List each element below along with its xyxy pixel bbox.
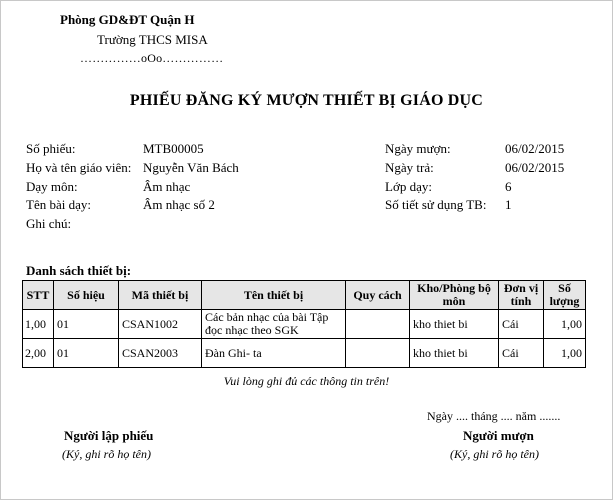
return-date-value: 06/02/2015 <box>505 160 565 175</box>
table-header-row <box>23 281 586 310</box>
cell-stt: 1,00 <box>23 310 54 339</box>
header-separator: ……………oOo…………… <box>80 51 224 65</box>
cell-don-vi: Cái <box>499 339 544 368</box>
document-title: PHIẾU ĐĂNG KÝ MƯỢN THIẾT BỊ GIÁO DỤC <box>129 92 484 109</box>
col-header-don-vi <box>499 281 544 310</box>
cell-kho: kho thiet bi <box>410 310 499 339</box>
cell-ten-thiet-bi <box>202 339 346 368</box>
class-label: Lớp dạy: <box>385 179 432 194</box>
date-line: Ngày .... tháng .... năm ....... <box>427 409 561 423</box>
ticket-number-value: MTB00005 <box>143 141 204 156</box>
cell-so-hieu: 01 <box>54 310 119 339</box>
lesson-name-value: Âm nhạc số 2 <box>143 197 215 212</box>
borrow-date-label: Ngày mượn: <box>385 141 451 156</box>
subject-value: Âm nhạc <box>143 179 191 194</box>
cell-ten-thiet-bi-line2: đọc nhạc theo SGK <box>205 323 299 337</box>
creator-signature-title: Người lập phiếu <box>64 428 154 443</box>
col-header-kho-line2: môn <box>442 294 466 308</box>
cell-ten-thiet-bi <box>202 310 346 339</box>
cell-ten-thiet-bi-line1: Đàn Ghi- ta <box>205 345 262 360</box>
borrower-signature-hint: (Ký, ghi rõ họ tên) <box>450 447 539 461</box>
ticket-number-label: Số phiếu: <box>26 141 76 156</box>
class-value: 6 <box>505 179 512 194</box>
col-header-so-luong-line1: Số <box>558 281 571 295</box>
col-header-so-hieu: Số hiệu <box>54 281 119 310</box>
teacher-name-value: Nguyễn Văn Bách <box>143 160 239 175</box>
col-header-stt: STT <box>23 281 54 310</box>
col-header-don-vi-line2: tính <box>510 294 532 308</box>
col-header-so-luong <box>544 281 586 310</box>
department-name: Phòng GD&ĐT Quận H <box>60 12 195 27</box>
cell-don-vi: Cái <box>499 310 544 339</box>
cell-stt: 2,00 <box>23 339 54 368</box>
cell-ten-thiet-bi-line1: Các bản nhạc của bài Tập <box>205 310 329 324</box>
col-header-don-vi-line1: Đơn vị <box>503 281 539 295</box>
col-header-ten-thiet-bi: Tên thiết bị <box>202 281 346 310</box>
fill-in-note: Vui lòng ghi đủ các thông tin trên! <box>223 374 390 388</box>
col-header-ma-thiet-bi: Mã thiết bị <box>119 281 202 310</box>
borrower-signature-title: Người mượn <box>463 428 534 443</box>
table-row <box>23 339 586 368</box>
equipment-table <box>22 280 586 368</box>
cell-so-luong: 1,00 <box>544 339 586 368</box>
periods-label: Số tiết sử dụng TB: <box>385 197 487 212</box>
cell-quy-cach <box>346 310 410 339</box>
teacher-name-label: Họ và tên giáo viên: <box>26 160 132 175</box>
equipment-list-title: Danh sách thiết bị: <box>26 263 132 278</box>
creator-signature-hint: (Ký, ghi rõ họ tên) <box>62 447 151 461</box>
periods-value: 1 <box>505 197 512 212</box>
school-name: Trường THCS MISA <box>97 32 208 47</box>
borrow-date-value: 06/02/2015 <box>505 141 565 156</box>
col-header-so-luong-line2: lượng <box>549 294 580 308</box>
cell-so-luong: 1,00 <box>544 310 586 339</box>
cell-ma-thiet-bi: CSAN1002 <box>119 310 202 339</box>
table-row <box>23 310 586 339</box>
col-header-kho <box>410 281 499 310</box>
col-header-kho-line1: Kho/Phòng bộ <box>417 281 491 295</box>
col-header-quy-cach: Quy cách <box>346 281 410 310</box>
cell-ma-thiet-bi: CSAN2003 <box>119 339 202 368</box>
cell-kho: kho thiet bi <box>410 339 499 368</box>
cell-quy-cach <box>346 339 410 368</box>
subject-label: Dạy môn: <box>26 179 78 194</box>
return-date-label: Ngày trả: <box>385 160 434 175</box>
lesson-name-label: Tên bài dạy: <box>26 197 91 212</box>
cell-so-hieu: 01 <box>54 339 119 368</box>
note-label: Ghi chú: <box>26 216 72 231</box>
